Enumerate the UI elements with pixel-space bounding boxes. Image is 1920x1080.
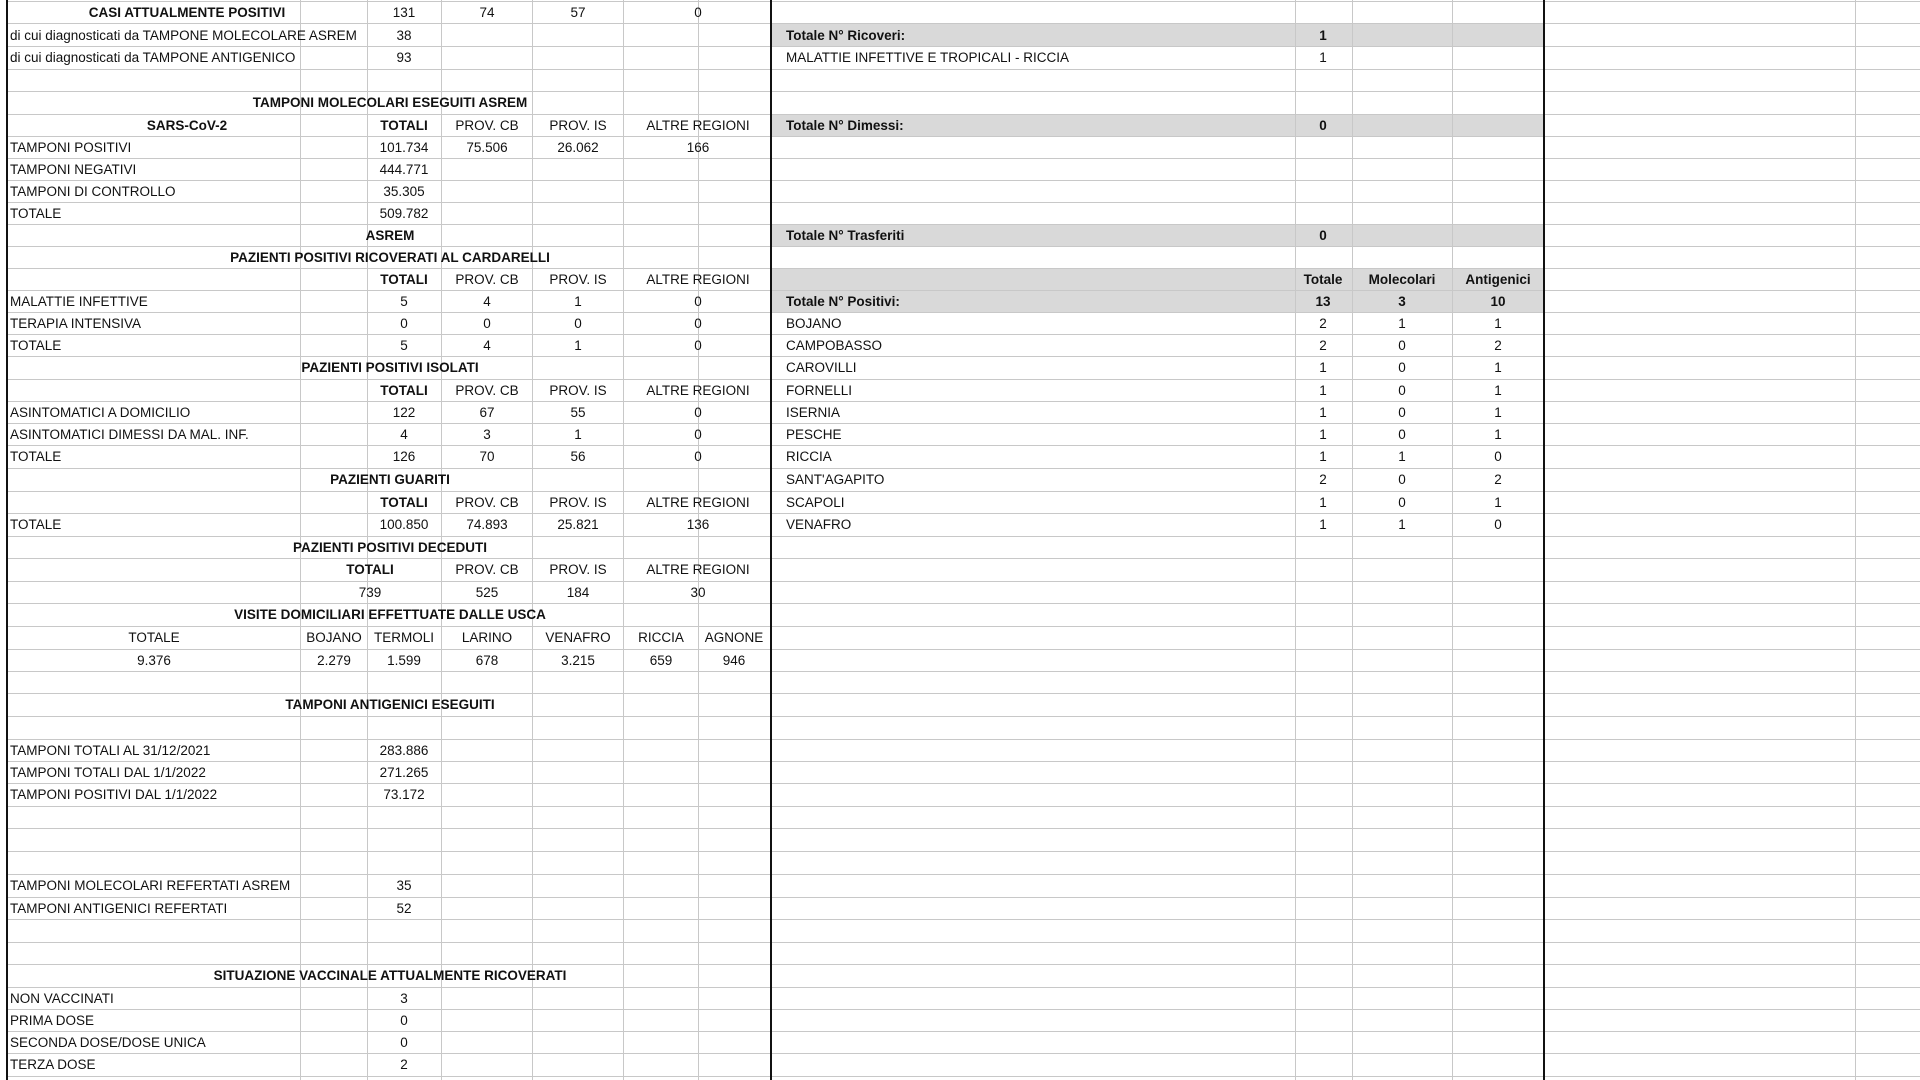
comune-totale: 1	[1319, 495, 1327, 510]
ric-row-is: 0	[574, 316, 582, 331]
positivi-totale: 13	[1315, 294, 1331, 309]
iso-row-is: 56	[570, 449, 586, 464]
iso-row-altre: 0	[694, 427, 702, 442]
casi-molecolare-label: di cui diagnosticati da TAMPONE MOLECOLARE ASREM	[10, 28, 357, 43]
casi-title: CASI ATTUALMENTE POSITIVI	[88, 5, 286, 20]
col-header-totali: TOTALI	[380, 495, 428, 510]
iso-row-totali: 122	[392, 405, 416, 420]
ant-row-label: TAMPONI TOTALI AL 31/12/2021	[10, 743, 211, 758]
usca-totale: 9.376	[137, 653, 171, 668]
iso-row-totali: 126	[392, 449, 416, 464]
ric-row-altre: 0	[694, 338, 702, 353]
dimessi-label: Totale N° Dimessi:	[786, 118, 904, 133]
ric-row-label: TOTALE	[10, 338, 62, 353]
antigenici-title: TAMPONI ANTIGENICI ESEGUITI	[285, 697, 495, 712]
ric-row-altre: 0	[694, 294, 702, 309]
comune-label: SCAPOLI	[786, 495, 845, 510]
col-header-is: PROV. IS	[549, 118, 607, 133]
guariti-title: PAZIENTI GUARITI	[330, 472, 450, 487]
col-header-is: PROV. IS	[549, 272, 607, 287]
vac-row-value: 3	[400, 991, 408, 1006]
comune-molecolari: 0	[1398, 383, 1406, 398]
comune-molecolari: 0	[1398, 495, 1406, 510]
positivi-header-antigenici: Antigenici	[1465, 272, 1531, 287]
ric-row-cb: 4	[483, 338, 491, 353]
ref-row-value: 35	[396, 878, 412, 893]
iso-row-is: 1	[574, 427, 582, 442]
usca-termoli: 1.599	[387, 653, 421, 668]
tm-row-label: TAMPONI DI CONTROLLO	[10, 184, 176, 199]
ant-row-label: TAMPONI POSITIVI DAL 1/1/2022	[10, 787, 218, 802]
vac-row-value: 2	[400, 1057, 408, 1072]
comune-molecolari: 0	[1398, 472, 1406, 487]
ref-row-label: TAMPONI MOLECOLARI REFERTATI ASREM	[10, 878, 291, 893]
ref-row-value: 52	[396, 901, 412, 916]
isolati-title: PAZIENTI POSITIVI ISOLATI	[301, 360, 479, 375]
casi-cb: 74	[479, 5, 495, 20]
left-sheet-border	[6, 0, 8, 1080]
ricoveri-label: Totale N° Ricoveri:	[786, 28, 906, 43]
dec-altre: 30	[690, 585, 706, 600]
tm-row-label: TAMPONI POSITIVI	[10, 140, 132, 155]
dimessi-value: 0	[1319, 118, 1327, 133]
usca-header-agnone: AGNONE	[704, 630, 764, 645]
tm-row-label: TOTALE	[10, 206, 62, 221]
iso-row-cb: 67	[479, 405, 495, 420]
comune-antigenici: 0	[1494, 449, 1502, 464]
positivi-molecolari: 3	[1398, 294, 1406, 309]
usca-header-riccia: RICCIA	[638, 630, 684, 645]
iso-row-altre: 0	[694, 405, 702, 420]
vac-row-value: 0	[400, 1013, 408, 1028]
ric-row-label: MALATTIE INFETTIVE	[10, 294, 148, 309]
ric-row-label: TERAPIA INTENSIVA	[10, 316, 142, 331]
usca-header-totale: TOTALE	[128, 630, 180, 645]
usca-header-larino: LARINO	[461, 630, 513, 645]
comune-label: CAMPOBASSO	[786, 338, 883, 353]
comune-label: PESCHE	[786, 427, 842, 442]
casi-altre: 0	[694, 5, 702, 20]
comune-antigenici: 1	[1494, 495, 1502, 510]
comune-totale: 1	[1319, 383, 1327, 398]
comune-totale: 1	[1319, 360, 1327, 375]
ric-row-cb: 0	[483, 316, 491, 331]
dec-cb: 525	[475, 585, 499, 600]
iso-row-cb: 3	[483, 427, 491, 442]
dec-totali: 739	[358, 585, 382, 600]
comune-totale: 1	[1319, 405, 1327, 420]
comune-label: FORNELLI	[786, 383, 853, 398]
gua-row-altre: 136	[686, 517, 710, 532]
comune-totale: 2	[1319, 316, 1327, 331]
usca-header-termoli: TERMOLI	[373, 630, 435, 645]
usca-larino: 678	[475, 653, 499, 668]
comune-antigenici: 1	[1494, 383, 1502, 398]
comune-antigenici: 2	[1494, 338, 1502, 353]
col-header-altre: ALTRE REGIONI	[646, 383, 750, 398]
col-header-totali: TOTALI	[380, 118, 428, 133]
col-header-totali: TOTALI	[346, 562, 394, 577]
comune-totale: 1	[1319, 517, 1327, 532]
ref-row-label: TAMPONI ANTIGENICI REFERTATI	[10, 901, 228, 916]
positivi-header-molecolari: Molecolari	[1368, 272, 1436, 287]
comune-label: VENAFRO	[786, 517, 852, 532]
ant-row-label: TAMPONI TOTALI DAL 1/1/2022	[10, 765, 206, 780]
col-header-is: PROV. IS	[549, 495, 607, 510]
vac-row-value: 0	[400, 1035, 408, 1050]
casi-totali: 131	[392, 5, 416, 20]
deceduti-title: PAZIENTI POSITIVI DECEDUTI	[292, 540, 488, 555]
ric-row-cb: 4	[483, 294, 491, 309]
vac-row-label: NON VACCINATI	[10, 991, 114, 1006]
positivi-label: Totale N° Positivi:	[786, 294, 900, 309]
trasferiti-value: 0	[1319, 228, 1327, 243]
comune-totale: 2	[1319, 338, 1327, 353]
col-header-cb: PROV. CB	[455, 562, 519, 577]
tamponi-molecolari-title: TAMPONI MOLECOLARI ESEGUITI ASREM	[252, 95, 528, 110]
casi-antigenico-value: 93	[396, 50, 412, 65]
comune-label: ISERNIA	[786, 405, 841, 420]
iso-row-label: TOTALE	[10, 449, 62, 464]
ricoveri-detail-value: 1	[1319, 50, 1327, 65]
comune-molecolari: 0	[1398, 427, 1406, 442]
vac-row-label: PRIMA DOSE	[10, 1013, 95, 1028]
comune-label: SANT'AGAPITO	[786, 472, 885, 487]
usca-header-bojano: BOJANO	[306, 630, 362, 645]
gua-row-label: TOTALE	[10, 517, 62, 532]
comune-molecolari: 0	[1398, 338, 1406, 353]
ric-row-totali: 0	[400, 316, 408, 331]
casi-antigenico-label: di cui diagnosticati da TAMPONE ANTIGENICO	[10, 50, 296, 65]
tm-row-is: 26.062	[557, 140, 599, 155]
ricoveri-detail-label: MALATTIE INFETTIVE E TROPICALI - RICCIA	[786, 50, 1070, 65]
comune-molecolari: 1	[1398, 517, 1406, 532]
asrem-title: ASREM	[365, 228, 415, 243]
tm-row-altre: 166	[686, 140, 710, 155]
comune-molecolari: 1	[1398, 316, 1406, 331]
section-divider-left	[770, 0, 772, 1080]
comune-label: CAROVILLI	[786, 360, 857, 375]
ric-row-is: 1	[574, 294, 582, 309]
iso-row-totali: 4	[400, 427, 408, 442]
col-header-totali: TOTALI	[380, 383, 428, 398]
comune-antigenici: 1	[1494, 427, 1502, 442]
casi-is: 57	[570, 5, 586, 20]
gua-row-totali: 100.850	[379, 517, 429, 532]
ric-row-totali: 5	[400, 338, 408, 353]
comune-antigenici: 0	[1494, 517, 1502, 532]
comune-label: RICCIA	[786, 449, 832, 464]
positivi-header-totale: Totale	[1303, 272, 1343, 287]
comune-antigenici: 2	[1494, 472, 1502, 487]
usca-header-venafro: VENAFRO	[545, 630, 611, 645]
col-header-cb: PROV. CB	[455, 383, 519, 398]
usca-riccia: 659	[649, 653, 673, 668]
vac-row-label: TERZA DOSE	[10, 1057, 96, 1072]
col-header-cb: PROV. CB	[455, 495, 519, 510]
col-header-cb: PROV. CB	[455, 118, 519, 133]
col-header-totali: TOTALI	[380, 272, 428, 287]
vaccinale-title: SITUAZIONE VACCINALE ATTUALMENTE RICOVERATI	[213, 968, 567, 983]
dec-is: 184	[566, 585, 590, 600]
section-divider-right	[1543, 0, 1545, 1080]
col-header-altre: ALTRE REGIONI	[646, 272, 750, 287]
tm-row-totali: 444.771	[379, 162, 429, 177]
ric-row-is: 1	[574, 338, 582, 353]
gua-row-is: 25.821	[557, 517, 599, 532]
tm-row-totali: 509.782	[379, 206, 429, 221]
comune-totale: 1	[1319, 449, 1327, 464]
comune-molecolari: 1	[1398, 449, 1406, 464]
comune-antigenici: 1	[1494, 405, 1502, 420]
tm-row-totali: 101.734	[379, 140, 429, 155]
vac-row-label: SECONDA DOSE/DOSE UNICA	[10, 1035, 206, 1050]
comune-antigenici: 1	[1494, 316, 1502, 331]
usca-bojano: 2.279	[317, 653, 351, 668]
col-header-altre: ALTRE REGIONI	[646, 118, 750, 133]
ricoveri-value: 1	[1319, 28, 1327, 43]
comune-label: BOJANO	[786, 316, 842, 331]
comune-molecolari: 0	[1398, 405, 1406, 420]
tm-row-label: TAMPONI NEGATIVI	[10, 162, 137, 177]
iso-row-label: ASINTOMATICI DIMESSI DA MAL. INF.	[10, 427, 249, 442]
tm-row-cb: 75.506	[466, 140, 508, 155]
ric-row-altre: 0	[694, 316, 702, 331]
col-header-cb: PROV. CB	[455, 272, 519, 287]
iso-row-is: 55	[570, 405, 586, 420]
ric-row-totali: 5	[400, 294, 408, 309]
ant-row-value: 283.886	[379, 743, 429, 758]
col-header-is: PROV. IS	[549, 383, 607, 398]
iso-row-cb: 70	[479, 449, 495, 464]
col-header-sars: SARS-CoV-2	[146, 118, 228, 133]
casi-molecolare-value: 38	[396, 28, 412, 43]
ant-row-value: 73.172	[383, 787, 425, 802]
usca-venafro: 3.215	[561, 653, 595, 668]
usca-title: VISITE DOMICILIARI EFFETTUATE DALLE USCA	[234, 607, 546, 622]
col-header-altre: ALTRE REGIONI	[646, 495, 750, 510]
positivi-antigenici: 10	[1490, 294, 1506, 309]
comune-molecolari: 0	[1398, 360, 1406, 375]
tm-row-totali: 35.305	[383, 184, 425, 199]
comune-totale: 2	[1319, 472, 1327, 487]
ricoverati-title: PAZIENTI POSITIVI RICOVERATI AL CARDARELLI	[230, 250, 550, 265]
col-header-altre: ALTRE REGIONI	[646, 562, 750, 577]
iso-row-altre: 0	[694, 449, 702, 464]
col-header-is: PROV. IS	[549, 562, 607, 577]
comune-antigenici: 1	[1494, 360, 1502, 375]
comune-totale: 1	[1319, 427, 1327, 442]
trasferiti-label: Totale N° Trasferiti	[786, 228, 905, 243]
usca-agnone: 946	[722, 653, 746, 668]
ant-row-value: 271.265	[379, 765, 429, 780]
gua-row-cb: 74.893	[466, 517, 508, 532]
iso-row-label: ASINTOMATICI A DOMICILIO	[10, 405, 191, 420]
